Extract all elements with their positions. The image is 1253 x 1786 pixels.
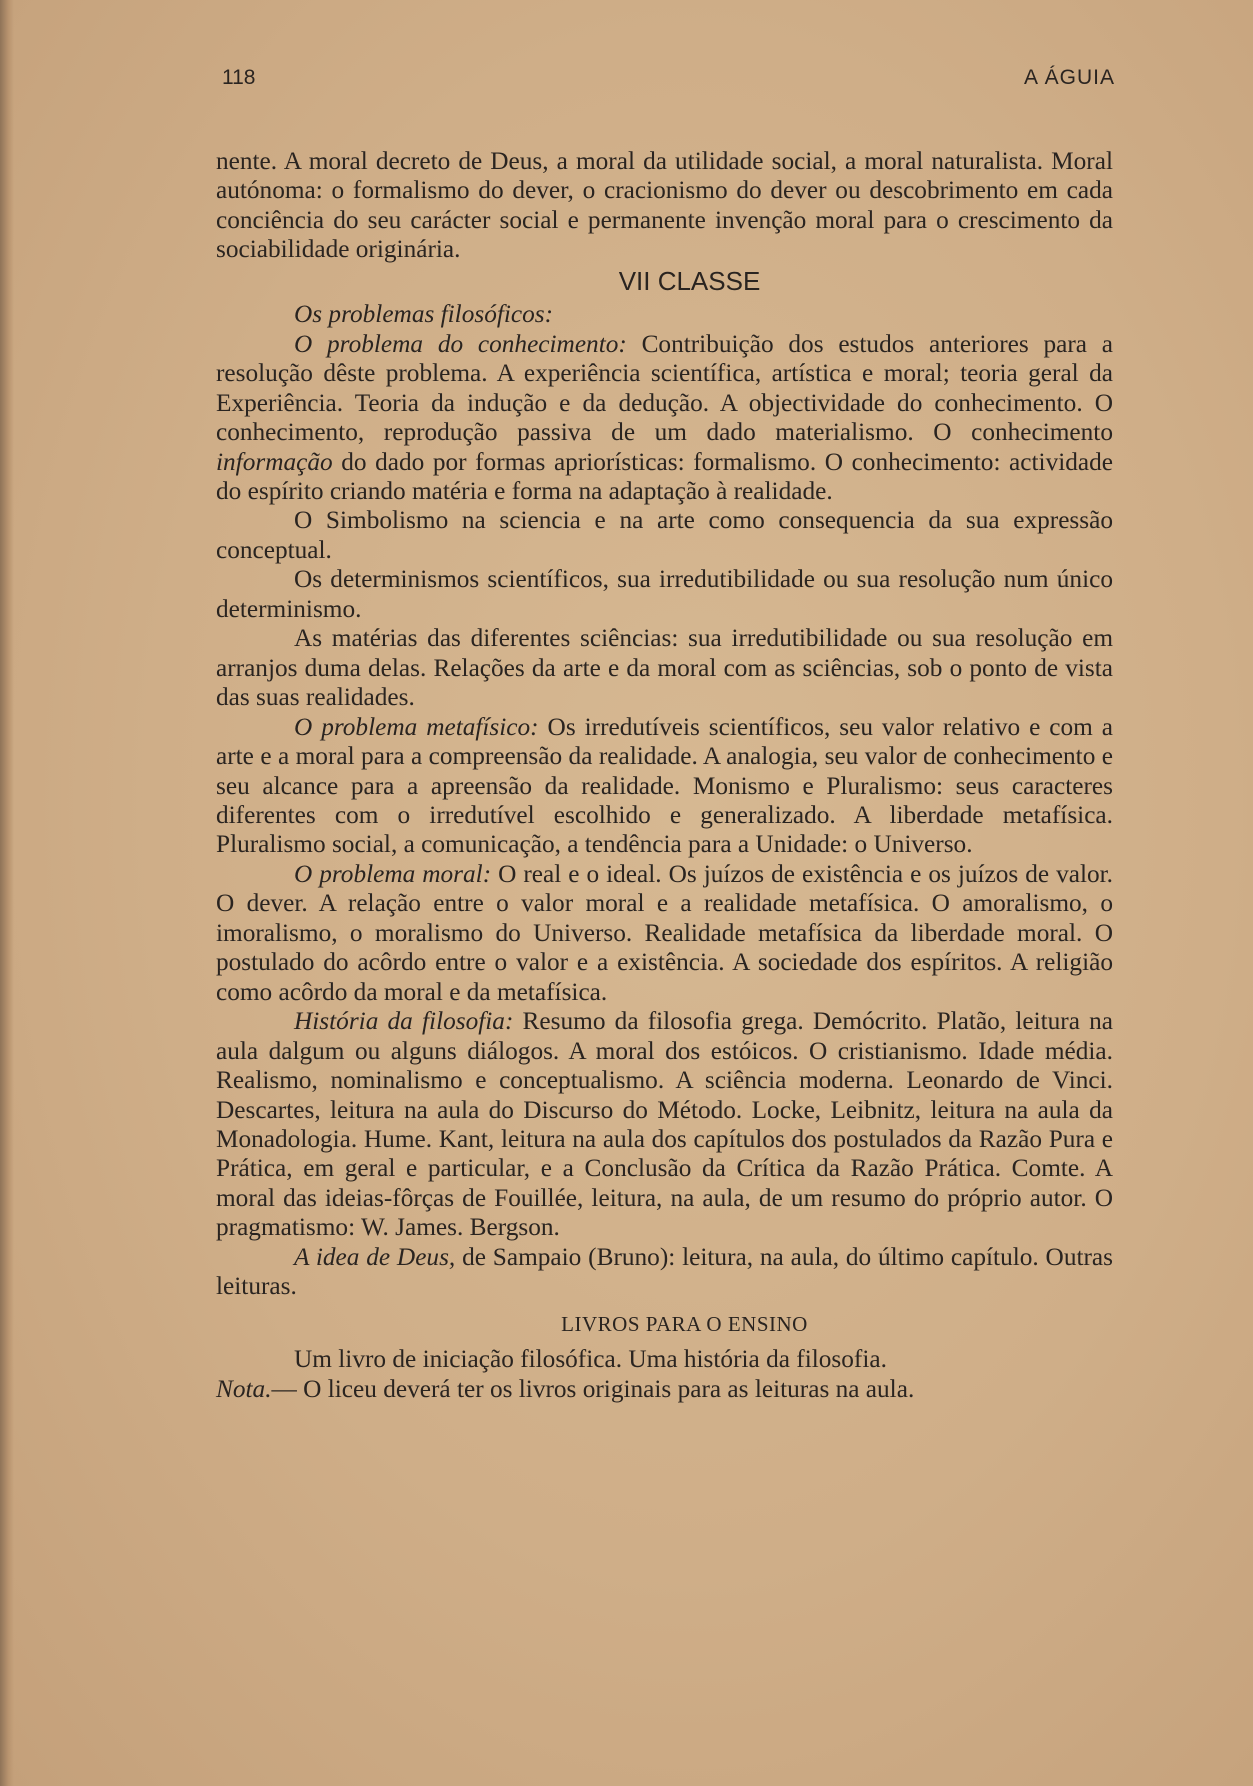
topic-problemas-filosoficos bbox=[216, 300, 1113, 329]
paragraph-lead: O problema moral: bbox=[294, 859, 492, 888]
page-body bbox=[216, 147, 1113, 1404]
paragraph-problema-metafisico bbox=[216, 713, 1113, 860]
paragraph-determinismos: Os determinismos scientíficos, sua irredutibilidade ou sua resolução num único determinismo. bbox=[216, 565, 1113, 623]
topic-label: Os problemas filosóficos: bbox=[294, 300, 554, 329]
page-header bbox=[222, 66, 1115, 100]
paragraph-problema-conhecimento bbox=[216, 330, 1113, 507]
paragraph-simbolismo: O Simbolismo na sciencia e na arte como consequencia da sua expressão conceptual. bbox=[216, 506, 1113, 564]
paragraph-lead: O problema metafísico: bbox=[294, 712, 539, 741]
paragraph-materias: As matérias das diferentes sciências: sua irredutibilidade ou sua resolução em arranjos duma delas. Relações da arte e da moral com as sciências, sob o ponto de vista das suas realidades. bbox=[216, 624, 1113, 712]
paragraph-moral-continuation: nente. A moral decreto de Deus, a moral da utilidade social, a moral naturalista. Moral autónoma: o formalismo do dever, o cracionismo do dever ou descobrimento em cada conciência do seu carácter social e permanente invenção moral para o crescimento da sociabilidade originária. bbox=[216, 147, 1113, 264]
running-title: A ÁGUIA bbox=[1023, 66, 1115, 89]
paragraph-text: de Sampaio (Bruno): leitura, na aula, do último capítulo. Outras leituras. bbox=[216, 1242, 1113, 1301]
paragraph-lead: História da filosofia: bbox=[294, 1007, 514, 1036]
page-number: 118 bbox=[222, 66, 256, 89]
paragraph-text-end: do dado por formas apriorísticas: formalismo. O conhecimento: actividade do espírito criando matéria e forma na adaptação à realidade. bbox=[216, 447, 1113, 505]
paragraph-text: Resumo da filosofia grega. Demócrito. Platão, leitura na aula dalgum ou alguns diálogos. A moral dos estóicos. O cristianismo. Idade média. Realismo, nominalismo e conceptualismo. A sciência moderna. Leonardo de Vinci. Descartes, leitura na aula do Discurso do Método. Locke, Leibnitz, leitura na aula da Monadologia. Hume. Kant, leitura na aula dos capítulos dos postulados da Razão Pura e Prática, em geral e particular, e a Conclusão da Crítica da Razão Prática. Comte. A moral das ideias-fôrças de Fouillée, leitura, na aula, de um resumo do próprio autor. O pragmatismo: W. James. Bergson. bbox=[216, 1007, 1114, 1242]
paragraph-problema-moral bbox=[216, 860, 1113, 1007]
paragraph-text: Os irredutíveis scientíficos, seu valor relativo e com a arte e a moral para a compreensão da realidade. A analogia, seu valor de conhecimento e seu alcance para a apreensão da realidade. Monismo e Pluralismo: seus caracteres diferentes com o irredutível escolhido e generalizado. A liberdade metafísica. Pluralismo social, a comunicação, a tendência para a Unidade: o Universo. bbox=[216, 712, 1113, 859]
section-heading-vii-classe: VII CLASSE bbox=[618, 265, 761, 296]
paragraph-historia-filosofia bbox=[216, 1007, 1113, 1243]
paragraph-nota bbox=[216, 1375, 1113, 1404]
paragraph-text: Contribuição dos estudos anteriores para a resolução dêste problema. A experiência scientífica, artística e moral; teoria geral da Experiência. Teoria da indução e da dedução. A objectividade do conhecimento. O conhecimento, reprodução passiva de um dado materialismo. O conhecimento bbox=[216, 329, 1113, 447]
nota-text: — O liceu deverá ter os livros originais para as leituras na aula. bbox=[271, 1374, 915, 1403]
paragraph-livros: Um livro de iniciação filosófica. Uma história da filosofia. bbox=[294, 1345, 887, 1374]
page-edge-shadow bbox=[0, 0, 14, 1786]
paragraph-idea-de-deus bbox=[216, 1243, 1113, 1302]
paragraph-lead: A idea de Deus, bbox=[294, 1242, 456, 1271]
paragraph-lead: O problema do conhecimento: bbox=[294, 329, 627, 358]
paragraph-text: O real e o ideal. Os juízos de existência e os juízos de valor. O dever. A relação entre o valor moral e a realidade metafísica. O amoralismo, o imoralismo, o moralismo do Universo. Realidade metafísica da liberdade moral. O postulado do acôrdo entre o valor e a existência. A sociedade dos espíritos. A religião como acôrdo da moral e da metafísica. bbox=[216, 859, 1113, 1006]
section-heading-livros: LIVROS PARA O ENSINO bbox=[561, 1311, 808, 1336]
nota-label: Nota. bbox=[216, 1374, 272, 1403]
italic-word: informação bbox=[216, 447, 333, 476]
